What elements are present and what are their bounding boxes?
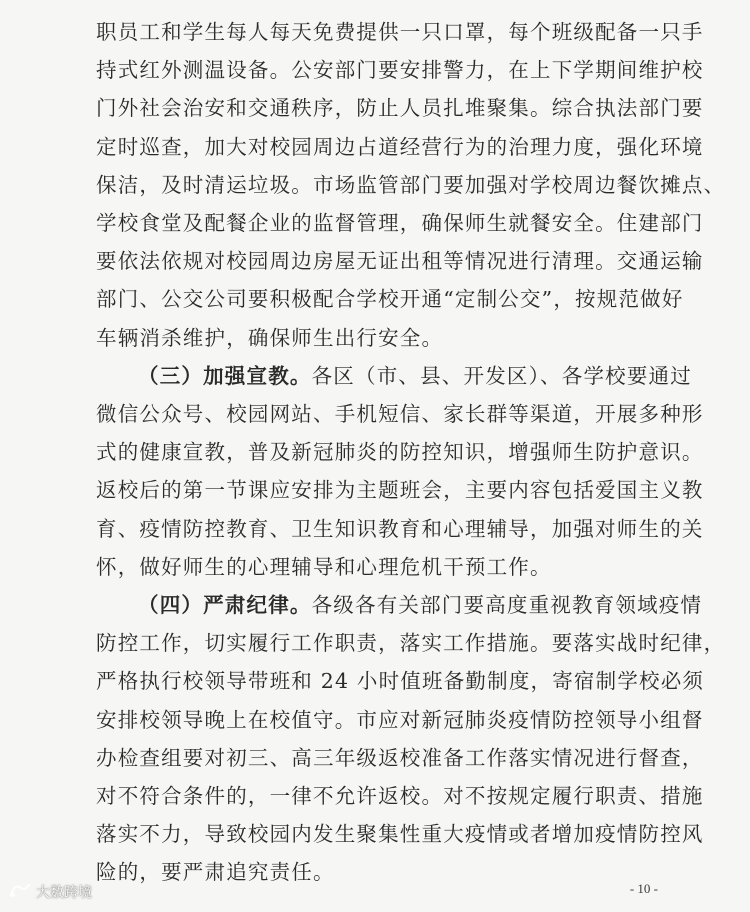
section-text: 各区（市、县、开发区）、各学校要通过 [311, 363, 692, 388]
paragraph-line: 定时巡查，加大对校园周边占道经营行为的治理力度，强化环境 [96, 134, 704, 159]
paragraph-line: 安排校领导晚上在校值守。市应对新冠肺炎疫情防控领导小组督 [96, 707, 704, 732]
section-heading: （三）加强宣教。 [138, 363, 312, 388]
section-first-line [138, 363, 692, 388]
paragraph-line: 保洁，及时清运垃圾。市场监管部门要加强对学校周边餐饮摊点、 [96, 172, 726, 197]
brand-logo-icon [8, 880, 32, 904]
page-number: - 10 - [629, 881, 658, 896]
paragraph-line: 学校食堂及配餐企业的监督管理，确保师生就餐安全。住建部门 [96, 211, 704, 235]
paragraph-line: 办检查组要对初三、高三年级返校准备工作落实情况进行督查， [96, 745, 704, 770]
paragraph-line: 职员工和学生每人每天免费提供一只口罩，每个班级配备一只手 [96, 20, 704, 44]
section-first-line [138, 593, 703, 617]
paragraph-line: 落实不力，导致校园内发生聚集性重大疫情或者增加疫情防控风 [96, 822, 704, 847]
watermark-text: 大数跨境 [36, 885, 92, 901]
paragraph-line: 严格执行校领导带班和 24 小时值班备勤制度，寄宿制学校必须 [96, 669, 705, 694]
watermark [8, 880, 92, 904]
paragraph-line: 险的，要严肃追究责任。 [96, 860, 335, 885]
paragraph-line: 微信公众号、校园网站、手机短信、家长群等渠道，开展多种形 [96, 402, 704, 426]
paragraph-line: 育、疫情防控教育、卫生知识教育和心理辅导，加强对师生的关 [96, 516, 704, 541]
paragraph-line: 对不符合条件的，一律不允许返校。对不按规定履行职责、措施 [96, 784, 704, 808]
paragraph-line: 要依法依规对校园周边房屋无证出租等情况进行清理。交通运输 [96, 249, 704, 274]
paragraph-line: 部门、公交公司要积极配合学校开通“定制公交”，按规范做好 [96, 287, 684, 312]
paragraph-line: 车辆消杀维护，确保师生出行安全。 [96, 325, 444, 350]
paragraph-line: 防控工作，切实履行工作职责，落实工作措施。要落实战时纪律， [96, 631, 726, 656]
section-text: 各级各有关部门要高度重视教育领域疫情 [311, 593, 703, 617]
paragraph-line: 怀，做好师生的心理辅导和心理危机干预工作。 [96, 554, 552, 579]
paragraph-line: 式的健康宣教，普及新冠肺炎的防控知识，增强师生防护意识。 [96, 440, 704, 465]
paragraph-line: 门外社会治安和交通秩序，防止人员扎堆聚集。综合执法部门要 [96, 96, 704, 121]
paragraph-line: 持式红外测温设备。公安部门要安排警力，在上下学期间维护校 [96, 58, 704, 83]
paragraph-line: 返校后的第一节课应安排为主题班会，主要内容包括爱国主义教 [96, 478, 704, 503]
section-heading: （四）严肃纪律。 [138, 593, 312, 617]
